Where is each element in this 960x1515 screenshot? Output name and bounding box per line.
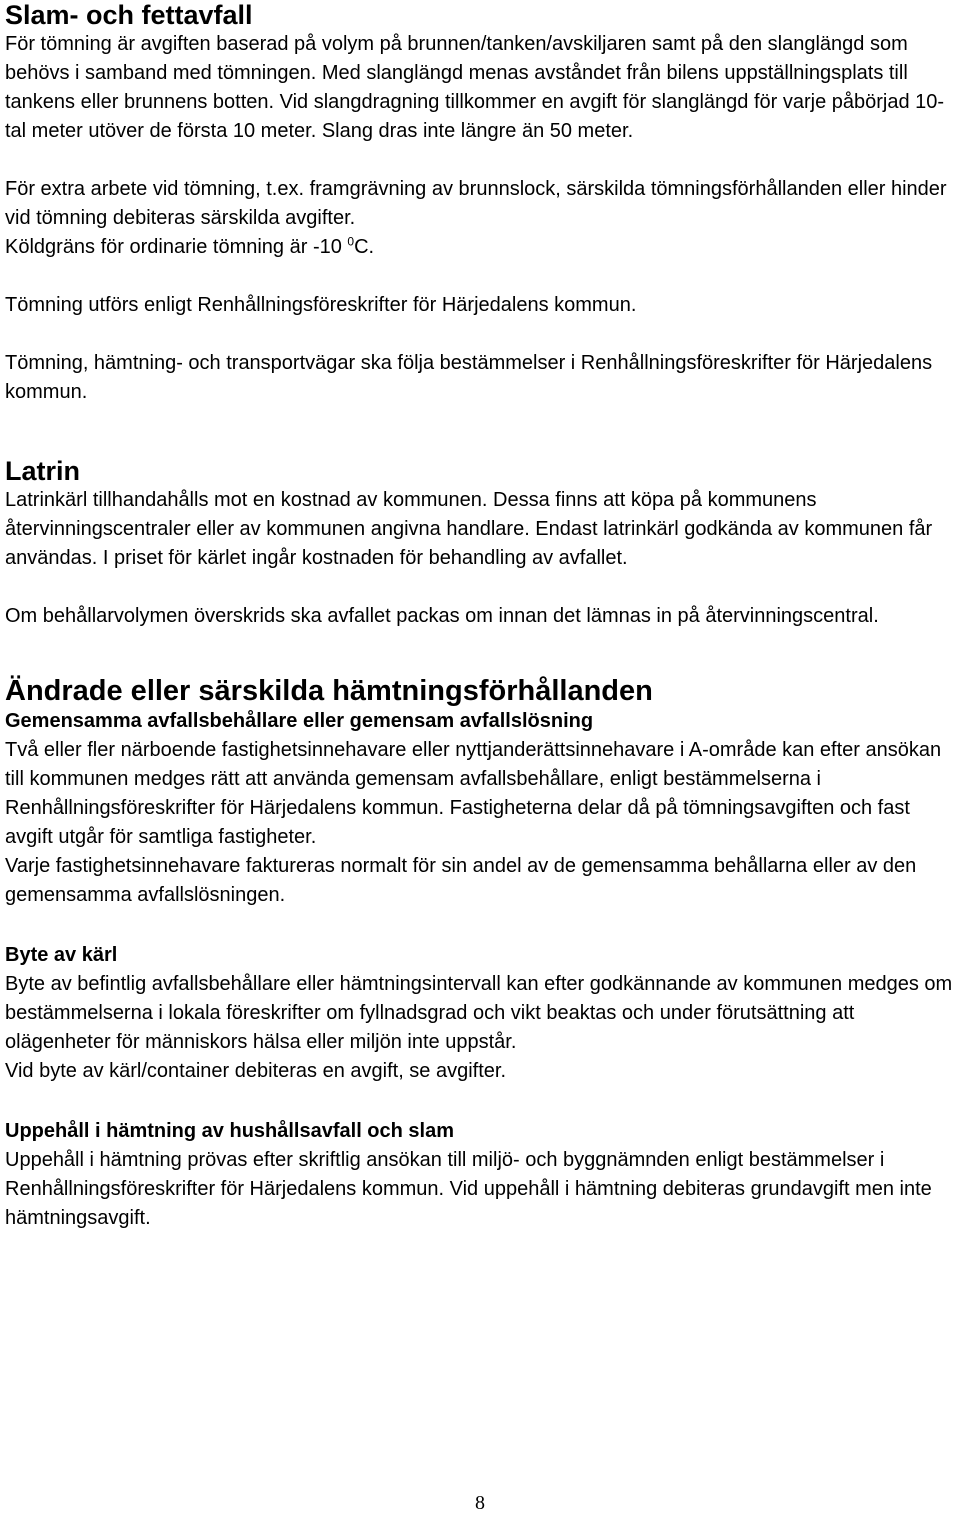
page-content (5, 0, 955, 1233)
subheading-uppehall: Uppehåll i hämtning av hushållsavfall och slam (5, 1120, 455, 1142)
heading-latrin: Latrin (5, 456, 81, 486)
subheading-byte: Byte av kärl (5, 944, 118, 966)
slam-frost-limit-text (5, 236, 374, 258)
slam-paragraph-extra-work (5, 175, 955, 262)
page-number: 8 (475, 1492, 485, 1514)
byte-paragraph-change: Byte av befintlig avfallsbehållare eller hämtningsintervall kan efter godkännande av kommunen medges om bestämmelserna i lokala föreskrifter om fyllnadsgrad och vikt beaktas och under förutsättning att olägenheter för människors hälsa eller miljön inte uppstår. (5, 973, 953, 1053)
frost-limit-unit: C. (354, 236, 375, 258)
gemensamma-paragraph-billing: Varje fastighetsinnehavare faktureras normalt för sin andel av de gemensamma behållarna eller av den gemensamma avfallslösningen. (5, 855, 917, 906)
latrin-paragraph-volume: Om behållarvolymen överskrids ska avfallet packas om innan det lämnas in på återvinningscentral. (5, 605, 879, 627)
slam-extra-work-text: För extra arbete vid tömning, t.ex. framgrävning av brunnslock, särskilda tömningsförhållanden eller hinder vid tömning debiteras särskilda avgifter. (5, 178, 947, 229)
heading-andrade: Ändrade eller särskilda hämtningsförhållanden (5, 675, 653, 707)
uppehall-paragraph: Uppehåll i hämtning prövas efter skriftlig ansökan till miljö- och byggnämnden enligt bestämmelser i Renhållningsföreskrifter för Härjedalens kommun. Vid uppehåll i hämtning debiteras grundavgift men inte hämtningsavgift. (5, 1149, 932, 1229)
gemensamma-paragraph-shared: Två eller fler närboende fastighetsinnehavare eller nyttjanderättsinnehavare i A-område kan efter ansökan till kommunen medges rätt att använda gemensam avfallsbehållare, enligt bestämmelserna i Renhållningsföreskrifter för Härjedalens kommun. Fastigheterna delar då på tömningsavgiften och fast avgift utgår för samtliga fastigheter. (5, 739, 942, 848)
slam-paragraph-regulations: Tömning utförs enligt Renhållningsföreskrifter för Härjedalens kommun. (5, 294, 637, 316)
latrin-paragraph-containers: Latrinkärl tillhandahålls mot en kostnad av kommunen. Dessa finns att köpa på kommunens återvinningscentraler eller av kommunen angivna handlare. Endast latrinkärl godkända av kommunen får användas. I priset för kärlet ingår kostnaden för behandling av avfallet. (5, 489, 933, 569)
frost-limit-prefix: Köldgräns för ordinarie tömning är -10 (5, 236, 348, 258)
frost-limit-degree: 0 (347, 234, 355, 249)
heading-slam: Slam- och fettavfall (5, 0, 253, 30)
slam-paragraph-roads: Tömning, hämtning- och transportvägar ska följa bestämmelser i Renhållningsföreskrifter för Härjedalens kommun. (5, 352, 933, 403)
slam-paragraph-hose: För tömning är avgiften baserad på volym på brunnen/tanken/avskiljaren samt på den slanglängd som behövs i samband med tömningen. Med slanglängd menas avståndet från bilens uppställningsplats till tankens eller brunnens botten. Vid slangdragning tillkommer en avgift för slanglängd för varje påbörjad 10-tal meter utöver de första 10 meter. Slang dras inte längre än 50 meter. (5, 33, 945, 142)
subheading-gemensamma: Gemensamma avfallsbehållare eller gemensam avfallslösning (5, 710, 594, 732)
byte-paragraph-fee: Vid byte av kärl/container debiteras en avgift, se avgifter. (5, 1060, 507, 1082)
